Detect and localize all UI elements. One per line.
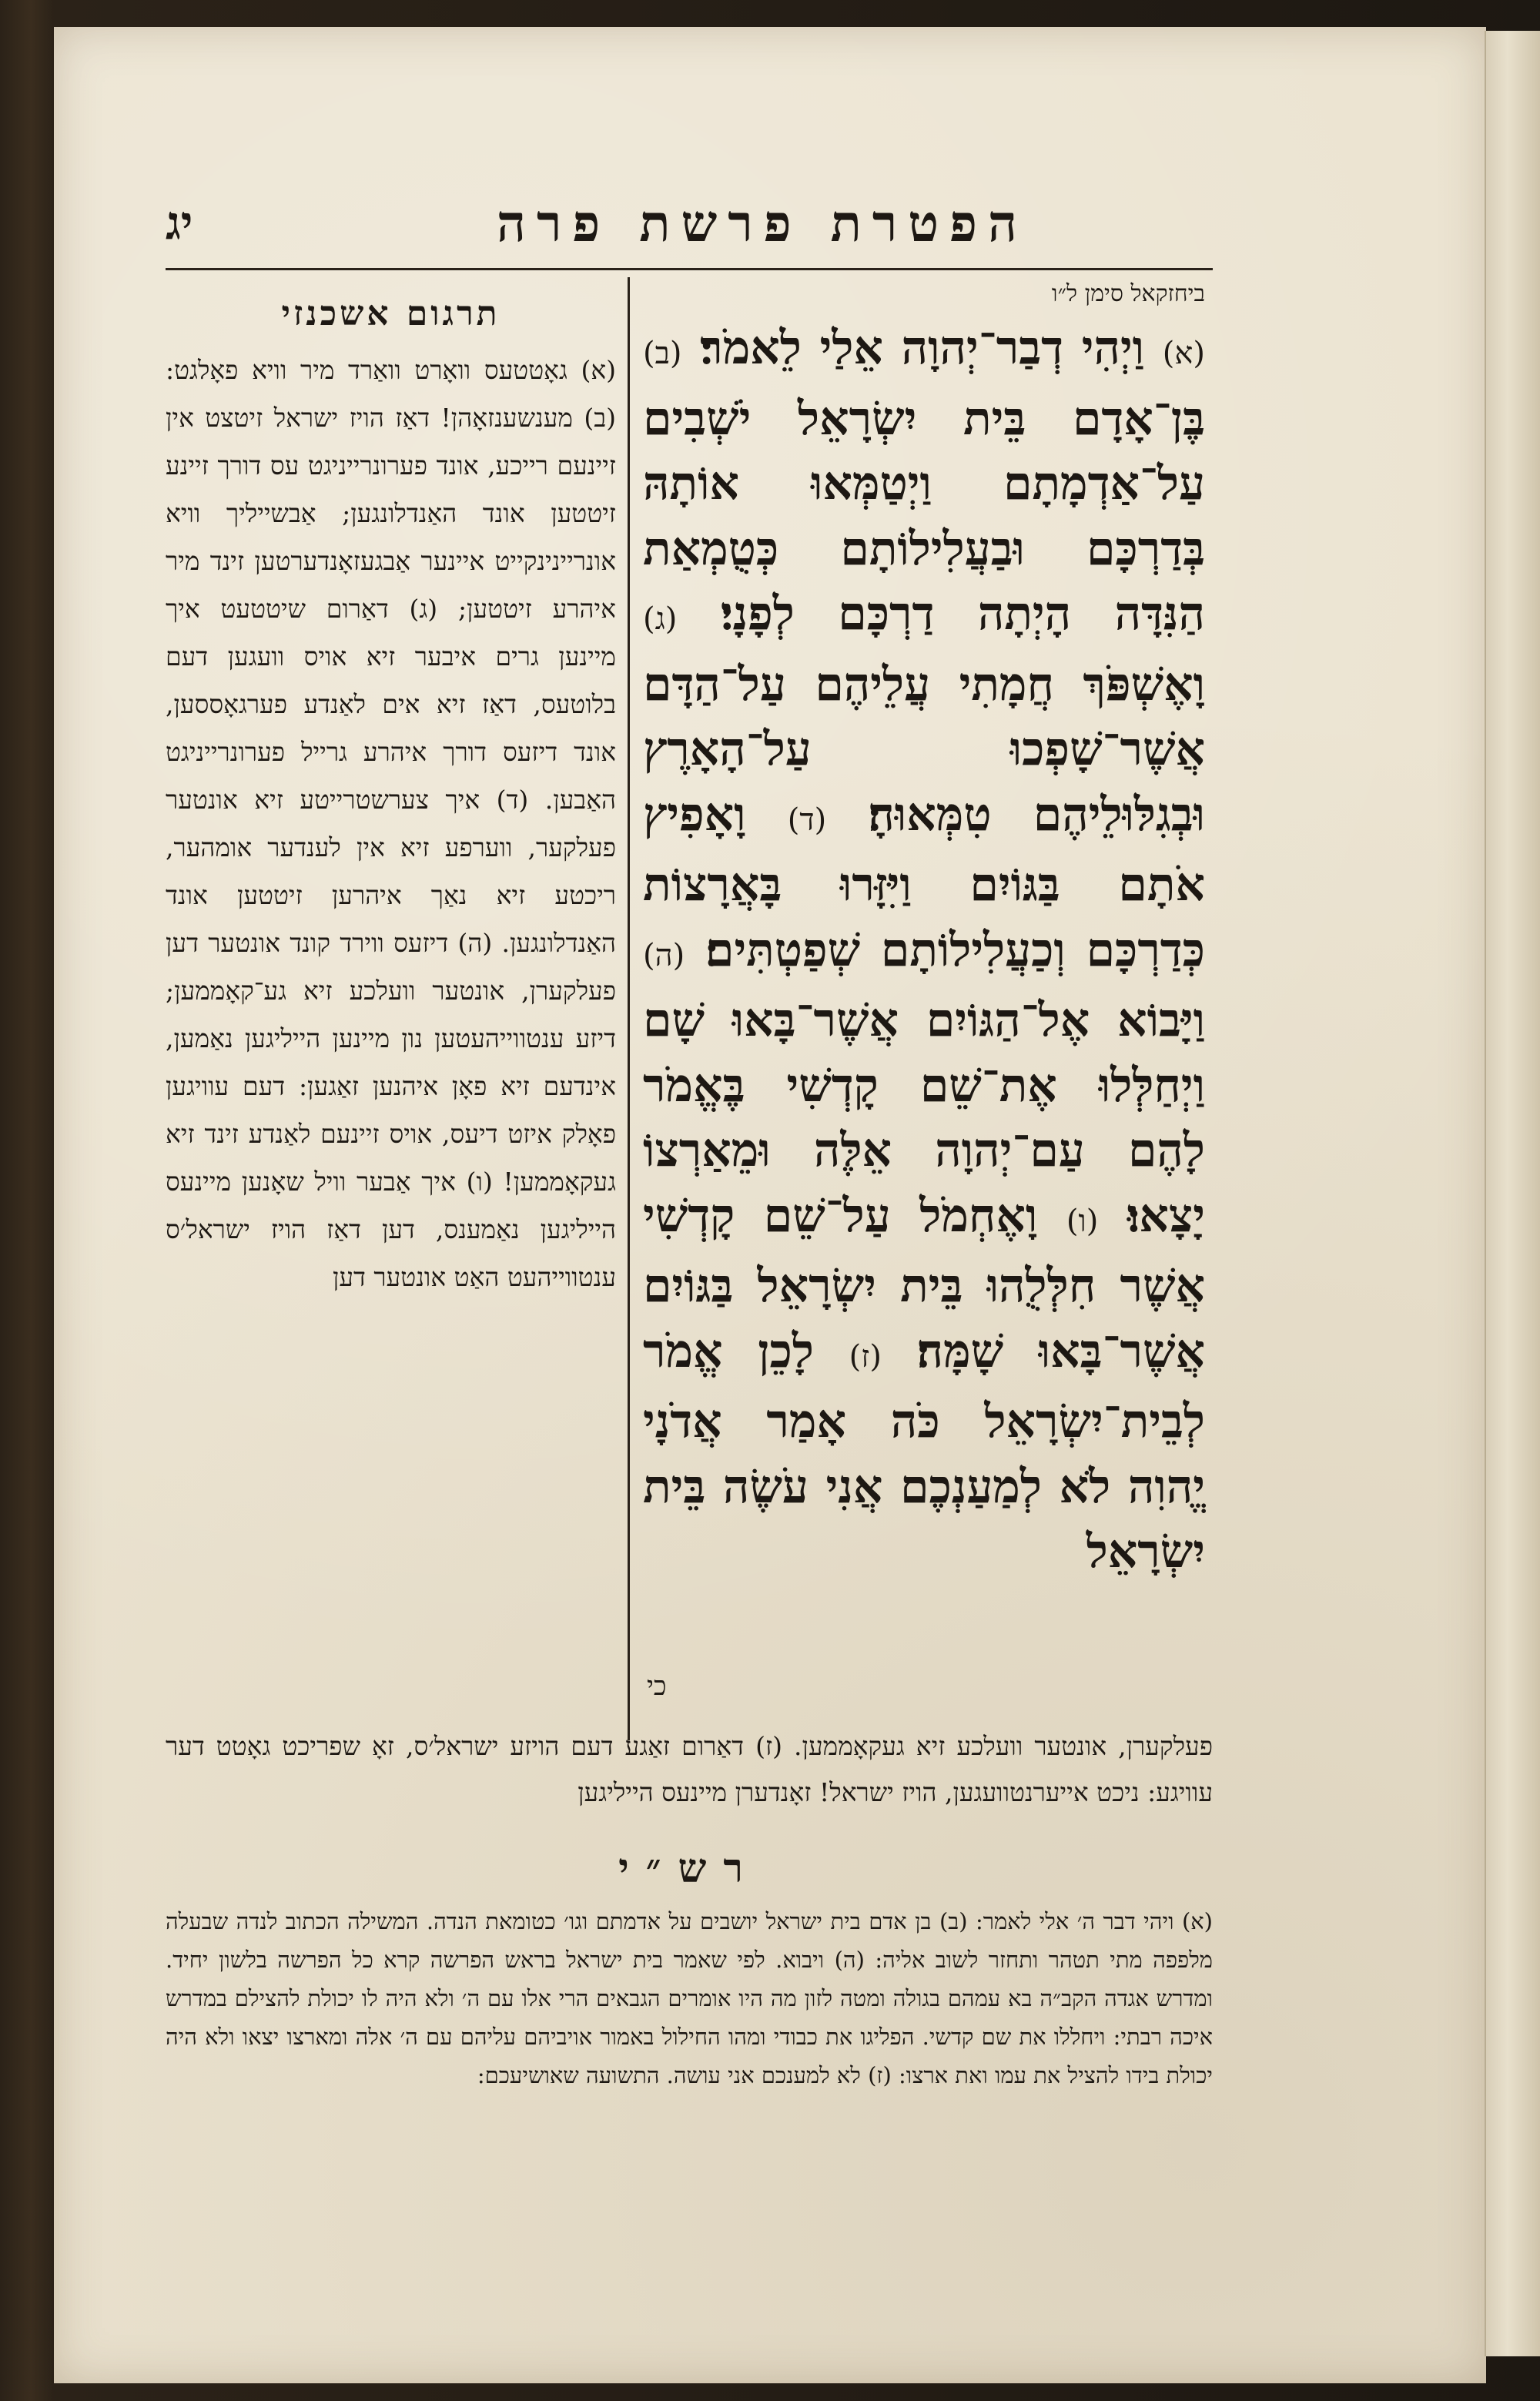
- verse-number: (ו): [1066, 1203, 1099, 1239]
- header-title: הפטרת פרשת פרה: [497, 193, 1028, 253]
- page-number: יג: [166, 196, 193, 250]
- rashi-title: רש״י: [618, 1845, 760, 1892]
- verse-number: (ד): [787, 802, 827, 838]
- verse-number: (א): [1162, 336, 1205, 371]
- verse-text: וָאֶשְׁפֹּךְ חֲמָתִי עֲלֵיהֶם עַל־הַדָּם אֲשֶׁר־שָׁפְכוּ עַל־הָאָרֶץ וּבְגִלּוּלֵיהֶם טִמְּאוּהָ׃: [643, 657, 1206, 842]
- verse-text: וַיְהִי דְבַר־יְהוָה אֵלַי לֵאמֹר׃: [700, 321, 1145, 375]
- translation-title: תרגום אשכנזי: [281, 294, 500, 333]
- verse-number: (ג): [643, 601, 678, 637]
- verse-number: (ב): [643, 336, 682, 371]
- catchword: כי: [647, 1671, 667, 1702]
- next-page-edge: [1485, 31, 1540, 2356]
- verse-text: בֶּן־אָדָם בֵּית יִשְׂרָאֵל יֹשְׁבִים עַל־אַדְמָתָם וַיְטַמְּאוּ אוֹתָהּ בְּדַרְכָּם וּבַעֲלִילוֹתָם כְּטֻמְאַת הַנִּדָּה הָיְתָה דַרְכָּם לְפָנָי׃: [643, 391, 1206, 641]
- verse-text: וָאָפִיץ אֹתָם בַּגּוֹיִם וַיִּזָּרוּ בָּאֲרָצוֹת כְּדַרְכָּם וְכַעֲלִילוֹתָם שְׁפַטְתִּים׃: [643, 787, 1205, 977]
- source-reference: ביחזקאל סימן ל״ו: [1051, 280, 1205, 307]
- header-rule: [166, 268, 1213, 270]
- verse-1: [700, 321, 1205, 375]
- main-hebrew-text: [643, 316, 1205, 1585]
- verse-text: לָכֵן אֱמֹר לְבֵית־יִשְׂרָאֵל כֹּה אָמַר אֲדֹנָי יֱהוִה לֹא לְמַעַנְכֶם אֲנִי עֹשֶׂה בֵּית יִשְׂרָאֵל: [643, 1324, 1205, 1579]
- verse-number: (ז): [849, 1338, 882, 1375]
- verse-text: וַיָּבוֹא אֶל־הַגּוֹיִם אֲשֶׁר־בָּאוּ שָׁם וַיְחַלְּלוּ אֶת־שֵׁם קָדְשִׁי בֶּאֱמֹר לָהֶם עַם־יְהוָה אֵלֶּה וּמֵאַרְצוֹ יָצָאוּ׃: [643, 993, 1206, 1243]
- translation-continuation: פעלקערן, אונטער וועלכע זיא געקאָממען. (ז) דאַרום זאַגע דעם הויזע ישראל׳ס, זאָ שפריכט גאָטט דער עוויגע: ניכט אייערנטוועגען, הויז ישראל! זאָנדערן מיינעס הייליגען: [166, 1731, 1213, 1807]
- translation-text: (א) גאָטטעס וואָרט וואַרד מיר וויא פאָלגט: (ב) מענשענזאָהן! דאַז הויז ישראל זיטצט אין זיינעם רייכע, אונד פערונרייניגט עס דורך זיינע זיטטען אונד האַנדלונגען; אַבשייליך וויא אונריינינקייט איינער אַבגעזאָנדערטען זינד מיר איהרע זיטטען; (ג) דאַרום שיטטעט איך מיינען גרים איבער זיא אויס וועגען דעם בלוטעס, דאַז זיא אים לאַנדע פערגאָססען, אונד דיזעס דורך איהרע גרייל פערונרייניגט האַבען. (ד) איך צערשטרייטע זיא אונטער פעלקער, ווערפע זיא אין לענדער אומהער, ריכטע זיא נאַך איהרען זיטטען אונד האַנדלונגען. (ה) דיזעס ווירד קונד אונטער דען פעלקערן, אונטער וועלכע זיא גע־קאָממען; דיזע ענטווייהעטען נון מיינען הייליגען נאַמען, אינדעם זיא פאָן איהנען זאַגען: דעם עוויגען פאָלק איזט דיעס, אויס זיינעם לאַנדע זינד זיא געקאָממען! (ו) איך אַבער וויל שאָנען מיינעס הייליגען נאַמענס, דען דאַז הויז ישראל׳ס ענטווייהעט האַט אונטער דען: [166, 355, 616, 1292]
- column-divider: [628, 277, 630, 1740]
- running-header: [166, 181, 1205, 266]
- verse-number: (ה): [643, 937, 685, 973]
- rashi-commentary: (א) ויהי דבר ה׳ אלי לאמר: (ב) בן אדם בית ישראל יושבים על אדמתם וגו׳ כטומאת הנדה. המשילה הכתוב לנדה שבעלה מלפפה מתי תטהר ותחזר לשוב אליה: (ה) ויבוא. לפי שאמר בית ישראל בראש הפרשה קרא כל הפרשה בלשון יחיד. ומדרש אגדה הקב״ה בא עמהם בגולה ומטה לזון מה היו אומרים הגבאים הרי אלו עם ה׳ ולא היה לו יכולת להצילם במדרש איכה רבתי: ויחללו את שם קדשי. הפליגו את כבודי ומהו החילול באמור אויביהם עליהם עם ה׳ אלה ומארצו יצאו ולא היה יכולת בידו להציל את עמו ואת ארצו: (ז) לא למענכם אני עושה. התשועה שאושיעכם:: [166, 1908, 1213, 2088]
- verse-text: וָאֶחְמֹל עַל־שֵׁם קָדְשִׁי אֲשֶׁר חִלְּלֻהוּ בֵּית יִשְׂרָאֵל בַּגּוֹיִם אֲשֶׁר־בָּאוּ שָׁמָּה׃: [643, 1188, 1206, 1378]
